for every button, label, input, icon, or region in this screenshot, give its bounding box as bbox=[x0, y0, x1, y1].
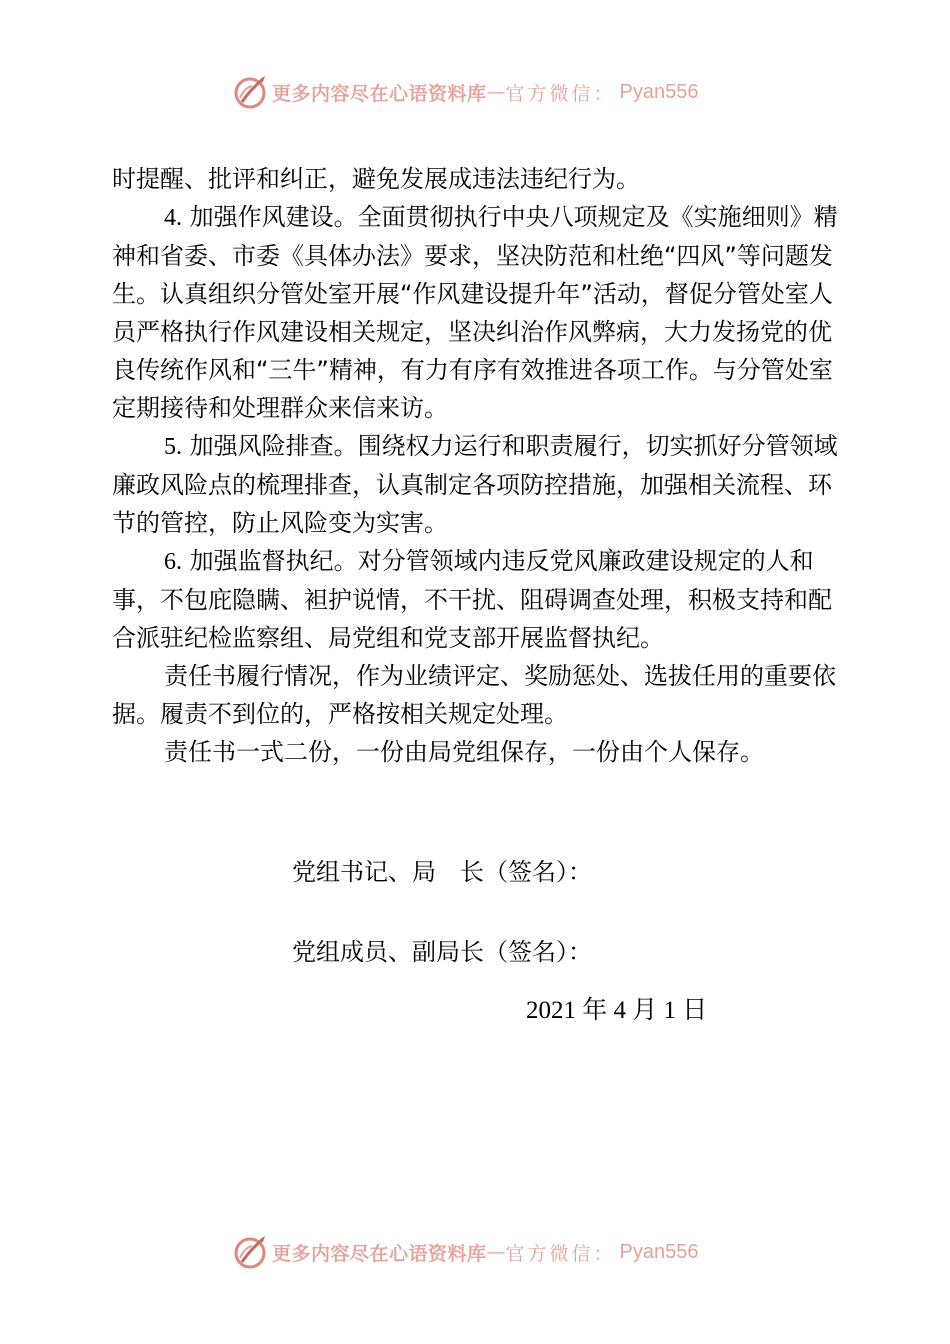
item-5-heading: 加强风险排查。 bbox=[189, 432, 358, 460]
document-body bbox=[112, 160, 842, 771]
watermark-sub-text: 官方微信： bbox=[505, 82, 616, 105]
item-5-text: 围绕权力运行和职责履行，切实抓好分管领域廉政风险点的梳理排查，认真制定各项防控措施，加强相关流程、环节的管控，防止风险变为实害。 bbox=[112, 432, 838, 537]
watermark-wechat-id: Pyan556 bbox=[619, 80, 699, 103]
signature-member: 党组成员、副局长（签名）： bbox=[292, 938, 592, 966]
writing-brush-logo-icon bbox=[232, 74, 268, 110]
item-5-paragraph bbox=[112, 427, 842, 542]
item-4-paragraph bbox=[112, 198, 842, 427]
copies-paragraph: 责任书一式二份，一份由局党组保存，一份由个人保存。 bbox=[164, 738, 764, 766]
writing-brush-logo-icon bbox=[232, 1234, 268, 1270]
item-6-text: 对分管领域内违反党风廉政建设规定的人和事，不包庇隐瞒、袒护说情，不干扰、阻碍调查处理，积极支持和配合派驻纪检监察组、局党组和党支部开展监督执纪。 bbox=[112, 547, 832, 652]
item-4-text: 全面贯彻执行中央八项规定及《实施细则》精神和省委、市委《具体办法》要求，坚决防范和杜绝“四风”等问题发生。认真组织分管处室开展“作风建设提升年”活动，督促分管处室人员严格执行作风建设相关规定，坚决纠治作风弊病，大力发扬党的优良传统作风和“三牛”精神，有力有序有效推进各项工作。与分管处室定期接待和处理群众来信来访。 bbox=[112, 203, 838, 422]
intro-line: 时提醒、批评和纠正，避免发展成违法违纪行为。 bbox=[112, 165, 640, 193]
watermark-banner-top bbox=[232, 72, 699, 112]
watermark-dash: — bbox=[486, 81, 506, 103]
watermark-main-text: 更多内容尽在心语资料库 bbox=[272, 1242, 487, 1265]
watermark-dash: — bbox=[486, 1241, 506, 1263]
document-date: 2021 年 4 月 1 日 bbox=[526, 997, 708, 1024]
item-4-heading: 加强作风建设。 bbox=[189, 203, 358, 231]
item-6-paragraph bbox=[112, 542, 842, 657]
item-6-heading: 加强监督执纪。 bbox=[189, 547, 358, 575]
item-6-number: 6. bbox=[164, 549, 182, 575]
item-5-number: 5. bbox=[164, 434, 182, 460]
item-4-number: 4. bbox=[164, 205, 182, 231]
watermark-sub-text: 官方微信： bbox=[505, 1242, 616, 1265]
watermark-main-text: 更多内容尽在心语资料库 bbox=[272, 82, 487, 105]
responsibility-use-paragraph: 责任书履行情况，作为业绩评定、奖励惩处、选拔任用的重要依据。履责不到位的，严格按相关规定处理。 bbox=[112, 662, 836, 728]
watermark-banner-bottom bbox=[232, 1232, 699, 1272]
signature-secretary: 党组书记、局 长（签名）： bbox=[292, 858, 592, 886]
watermark-wechat-id: Pyan556 bbox=[619, 1240, 699, 1263]
